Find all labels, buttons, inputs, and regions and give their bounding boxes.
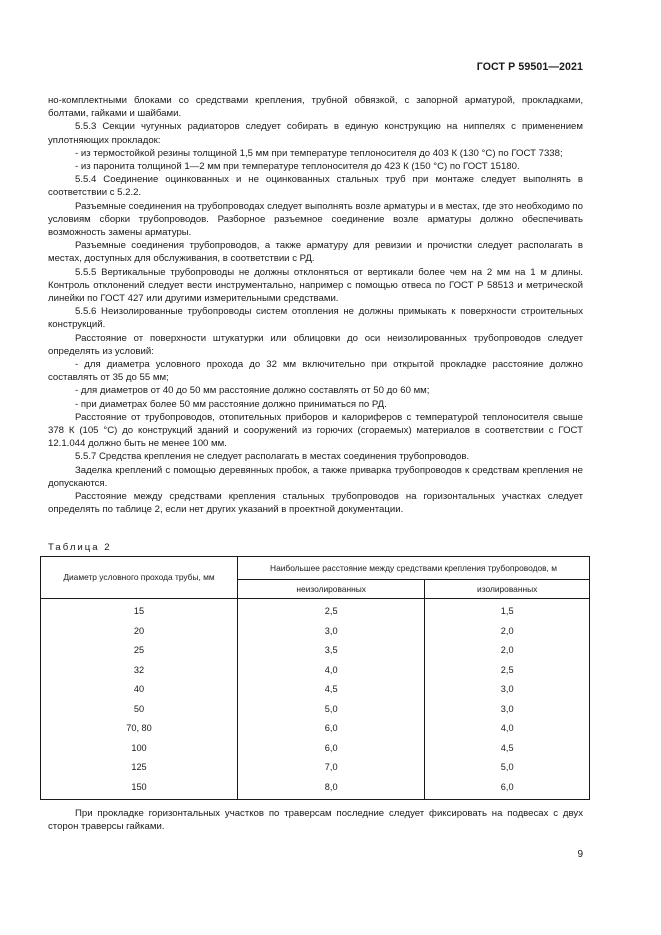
table-cell: 4,0 [238, 661, 425, 681]
table-cell: 5,0 [425, 758, 590, 778]
table-cell: 25 [41, 641, 238, 661]
table-cell: 8,0 [238, 778, 425, 800]
paragraph: При прокладке горизонтальных участков по траверсам последние следует фиксировать на подвесах с двух сторон траверсы гайками. [48, 808, 583, 833]
table-caption: Таблица 2 [48, 542, 112, 553]
table-row [41, 758, 590, 778]
header-max-distance: Наибольшее расстояние между средствами крепления трубопроводов, м [238, 557, 590, 580]
table-cell: 6,0 [425, 778, 590, 800]
table-row [41, 719, 590, 739]
paragraph: 5.5.3 Секции чугунных радиаторов следует собирать в единую конструкцию на ниппелях с применением уплотняющих прокладок: [48, 121, 583, 146]
table-cell: 4,5 [238, 680, 425, 700]
table-cell: 20 [41, 622, 238, 642]
paragraph: Разъемные соединения трубопроводов, а также арматуру для ревизии и прочистки следует располагать в местах, доступных для обслуживания, в соответствии с РД. [48, 240, 583, 265]
table-row [41, 641, 590, 661]
header-pipe-diameter: Диаметр условного прохода трубы, мм [41, 557, 238, 599]
table-cell: 2,5 [425, 661, 590, 681]
paragraph: 5.5.5 Вертикальные трубопроводы не должны отклоняться от вертикали более чем на 2 мм на 1 м длины. Контроль отклонений следует вести инструментально, например с помощью отвеса по ГОСТ Р 58513 и метрической линейки по ГОСТ 427 или другими измерительными средствами. [48, 266, 583, 305]
paragraph: Расстояние между средствами крепления стальных трубопроводов на горизонтальных участках следует определять по таблице 2, если нет других указаний в проектной документации. [48, 491, 583, 516]
paragraph: но-комплектными блоками со средствами крепления, трубной обвязкой, с запорной арматурой, прокладками, болтами, гайками и шайбами. [48, 95, 583, 120]
table-cell: 3,0 [425, 700, 590, 720]
table-cell: 100 [41, 739, 238, 759]
paragraph: - для диаметров от 40 до 50 мм расстояние должно составлять от 50 до 60 мм; [75, 385, 430, 397]
page-number: 9 [577, 849, 583, 860]
body-text [48, 94, 583, 517]
table-row [41, 739, 590, 759]
paragraph: Расстояние от трубопроводов, отопительных приборов и калориферов с температурой теплоносителя свыше 378 К (105 °С) до конструкций зданий и сооружений из горючих (сгораемых) материалов в соответствии с ГОСТ 12.1.044 должно быть не менее 100 мм. [48, 411, 583, 450]
table-cell: 15 [41, 599, 238, 622]
header-insulated: изолированных [425, 580, 590, 599]
table-row [41, 680, 590, 700]
paragraph: 5.5.6 Неизолированные трубопроводы систем отопления не должны примыкать к поверхности строительных конструкций. [48, 306, 583, 331]
table-cell: 70, 80 [41, 719, 238, 739]
table-cell: 4,0 [425, 719, 590, 739]
table-cell: 40 [41, 680, 238, 700]
table-cell: 3,5 [238, 641, 425, 661]
paragraph: - для диаметра условного прохода до 32 мм включительно при открытой прокладке расстояние должно составлять от 35 до 55 мм; [48, 359, 583, 384]
table-row [41, 599, 590, 622]
table-cell: 50 [41, 700, 238, 720]
table-cell: 3,0 [238, 622, 425, 642]
table-cell: 32 [41, 661, 238, 681]
table-cell: 6,0 [238, 719, 425, 739]
pipe-support-table [40, 556, 590, 800]
table-cell: 125 [41, 758, 238, 778]
paragraph: Заделка креплений с помощью деревянных пробок, а также приварка трубопроводов к средствам крепления не допускаются. [48, 464, 583, 489]
paragraph: - при диаметрах более 50 мм расстояние должно приниматься по РД. [75, 398, 387, 410]
table-cell: 2,5 [238, 599, 425, 622]
table-cell: 4,5 [425, 739, 590, 759]
after-table-text [48, 807, 583, 833]
table-cell: 6,0 [238, 739, 425, 759]
header-uninsulated: неизолированных [238, 580, 425, 599]
table-cell: 2,0 [425, 641, 590, 661]
table-body [41, 599, 590, 800]
table-cell: 2,0 [425, 622, 590, 642]
document-id-header: ГОСТ Р 59501—2021 [476, 61, 583, 73]
paragraph: Расстояние от поверхности штукатурки или облицовки до оси неизолированных трубопроводов следует определять из условий: [48, 332, 583, 357]
table-cell: 150 [41, 778, 238, 800]
paragraph: Разъемные соединения на трубопроводах следует выполнять возле арматуры и в местах, где это необходимо по условиям сборки трубопроводов. Разборное разъемное соединение возле арматуры должно обеспечивать возможность замены арматуры. [48, 200, 583, 239]
paragraph: - из термостойкой резины толщиной 1,5 мм при температуре теплоносителя до 403 К (130 °С) по ГОСТ 7338; [75, 147, 563, 159]
table-cell: 7,0 [238, 758, 425, 778]
table-row [41, 700, 590, 720]
paragraph: - из паронита толщиной 1—2 мм при температуре теплоносителя до 423 К (150 °С) по ГОСТ 15180. [75, 161, 520, 173]
paragraph: 5.5.4 Соединение оцинкованных и не оцинкованных стальных труб при монтаже следует выполнять в соответствии с 5.2.2. [48, 174, 583, 199]
table-cell: 1,5 [425, 599, 590, 622]
table-row [41, 622, 590, 642]
table-cell: 3,0 [425, 680, 590, 700]
table-row [41, 661, 590, 681]
paragraph: 5.5.7 Средства крепления не следует располагать в местах соединения трубопроводов. [75, 451, 470, 463]
table-cell: 5,0 [238, 700, 425, 720]
table-row [41, 778, 590, 800]
